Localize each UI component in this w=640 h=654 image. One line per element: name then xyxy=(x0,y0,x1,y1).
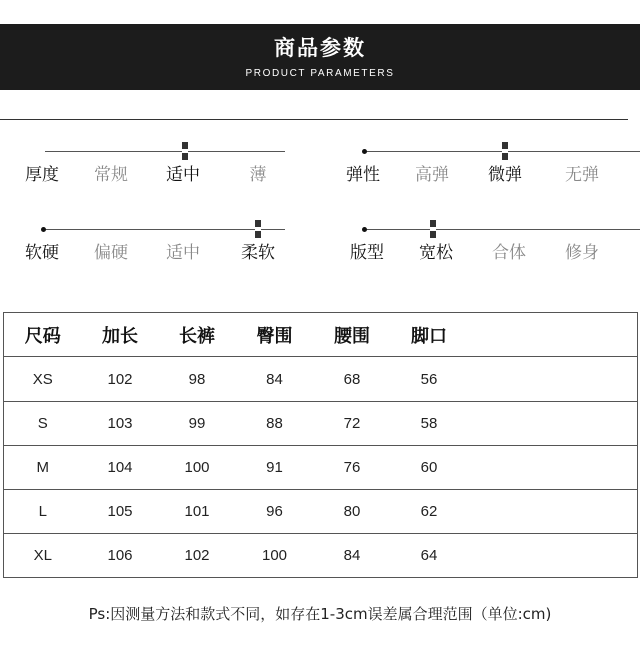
table-cell: 68 xyxy=(343,370,361,388)
param-softness xyxy=(25,218,305,278)
param-label: 软硬 xyxy=(25,243,59,263)
slider-marker xyxy=(502,142,508,160)
option-label-selected: 适中 xyxy=(166,165,200,185)
table-cell-empty xyxy=(468,402,638,446)
option-label: 修身 xyxy=(565,243,599,263)
option-label-selected: 宽松 xyxy=(419,243,453,263)
table-cell: 100 xyxy=(159,446,236,490)
slider-marker xyxy=(182,142,188,160)
table-cell: 104 xyxy=(82,446,159,490)
table-row xyxy=(4,490,638,534)
param-label: 弹性 xyxy=(346,165,380,185)
option-label: 常规 xyxy=(94,165,128,185)
slider-start-dot xyxy=(362,227,367,232)
param-fit xyxy=(346,218,626,278)
table-cell: 91 xyxy=(236,446,314,490)
table-cell: 105 xyxy=(82,490,159,534)
table-cell: 99 xyxy=(159,402,236,446)
table-cell: XS xyxy=(32,370,53,388)
table-cell: 101 xyxy=(159,490,236,534)
column-header: 臀围 xyxy=(236,313,314,357)
table-cell: 64 xyxy=(391,534,468,578)
option-label-selected: 微弹 xyxy=(488,165,522,185)
slider-start-dot xyxy=(41,227,46,232)
table-cell: XL xyxy=(4,534,82,578)
table-cell: 102 xyxy=(159,534,236,578)
table-cell-empty xyxy=(468,446,638,490)
option-label: 薄 xyxy=(249,165,267,185)
column-header-empty xyxy=(468,313,638,357)
option-label: 偏硬 xyxy=(94,243,128,263)
option-label: 适中 xyxy=(166,243,200,263)
table-cell: 103 xyxy=(82,402,159,446)
table-cell: 98 xyxy=(188,370,206,388)
option-label: 高弹 xyxy=(415,165,449,185)
column-header: 脚口 xyxy=(391,313,468,357)
table-cell: L xyxy=(4,490,82,534)
table-cell: 88 xyxy=(236,402,314,446)
table-cell-empty xyxy=(468,534,638,578)
header-banner xyxy=(0,24,640,90)
footnote: Ps:因测量方法和款式不同，如存在1-3cm误差属合理范围（单位:cm) xyxy=(88,605,552,623)
table-cell: 58 xyxy=(391,402,468,446)
table-cell: 60 xyxy=(391,446,468,490)
table-row xyxy=(4,534,638,578)
table-cell: 72 xyxy=(314,402,391,446)
table-cell: 80 xyxy=(314,490,391,534)
table-cell: 96 xyxy=(236,490,314,534)
table-cell-empty xyxy=(468,357,638,402)
table-row xyxy=(4,402,638,446)
column-header: 腰围 xyxy=(314,313,391,357)
table-cell: S xyxy=(4,402,82,446)
table-cell: 84 xyxy=(266,370,283,388)
slider-track xyxy=(366,229,640,230)
column-header: 长裤 xyxy=(159,313,236,357)
param-thickness xyxy=(25,140,305,200)
option-label: 合体 xyxy=(492,243,526,263)
table-cell: M xyxy=(4,446,82,490)
table-cell: 106 xyxy=(82,534,159,578)
option-label: 无弹 xyxy=(565,165,599,185)
table-cell: 102 xyxy=(107,370,133,388)
param-label: 版型 xyxy=(350,243,384,263)
page-subtitle: PRODUCT PARAMETERS xyxy=(245,68,395,79)
table-row xyxy=(4,357,638,402)
slider-track xyxy=(45,151,285,152)
table-cell: 56 xyxy=(420,370,438,388)
table-row xyxy=(4,446,638,490)
slider-marker xyxy=(255,220,261,238)
divider xyxy=(0,119,628,120)
option-label-selected: 柔软 xyxy=(241,243,275,263)
column-header: 尺码 xyxy=(4,313,82,357)
table-cell: 62 xyxy=(391,490,468,534)
table-cell: 84 xyxy=(314,534,391,578)
param-label: 厚度 xyxy=(25,165,59,185)
table-cell: 76 xyxy=(314,446,391,490)
size-table xyxy=(3,312,638,578)
column-header: 加长 xyxy=(82,313,159,357)
table-cell: 100 xyxy=(236,534,314,578)
slider-start-dot xyxy=(362,149,367,154)
slider-track xyxy=(45,229,285,230)
param-elasticity xyxy=(346,140,626,200)
table-cell-empty xyxy=(468,490,638,534)
slider-marker xyxy=(430,220,436,238)
table-header-row xyxy=(4,313,638,357)
page-title: 商品参数 xyxy=(274,36,366,60)
